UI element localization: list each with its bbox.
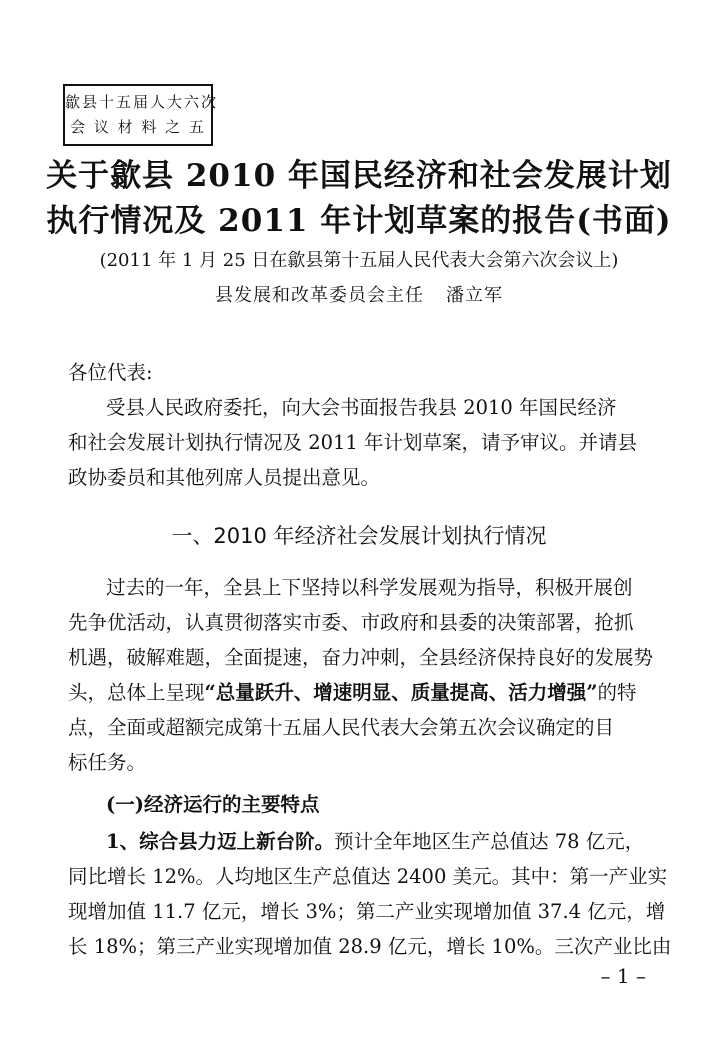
paragraph-text: 的特 bbox=[597, 681, 637, 704]
author-position: 县发展和改革委员会主任 bbox=[215, 285, 424, 306]
section-heading: 一、2010 年经济社会发展计划执行情况 bbox=[171, 524, 547, 548]
intro-line: 受县人民政府委托，向大会书面报告我县 2010 年国民经济 bbox=[106, 396, 617, 419]
paragraph-text: 头，总体上呈现 bbox=[68, 681, 205, 704]
subsection-heading bbox=[68, 787, 658, 822]
subsection-heading-text: (一)经济运行的主要特点 bbox=[106, 793, 320, 816]
author-line bbox=[0, 281, 718, 307]
paragraph-line: 机遇，破解难题，全面提速，奋力冲刺，全县经济保持良好的发展势 bbox=[68, 646, 654, 669]
paragraph-line: 先争优活动，认真贯彻落实市委、市政府和县委的决策部署，抢抓 bbox=[68, 611, 634, 634]
section1-paragraph bbox=[68, 570, 658, 780]
paragraph-line: 点，全面或超额完成第十五届人民代表大会第五次会议确定的目 bbox=[68, 716, 615, 739]
paragraph-line: 标任务。 bbox=[68, 751, 147, 774]
meeting-material-stamp bbox=[63, 84, 219, 146]
stamp-line-2: 会 议 材 料 之 五 bbox=[70, 118, 206, 136]
document-title-line-1: 关于歙县 2010 年国民经济和社会发展计划 bbox=[46, 158, 672, 194]
author-name: 潘立军 bbox=[446, 285, 503, 306]
document-title-line-2: 执行情况及 2011 年计划草案的报告(书面) bbox=[46, 203, 672, 239]
item-heading: 1、综合县力迈上新台阶。 bbox=[106, 830, 335, 853]
item-line bbox=[68, 824, 658, 859]
paragraph-line: 过去的一年，全县上下坚持以科学发展观为指导，积极开展创 bbox=[106, 576, 633, 599]
item1-block bbox=[68, 824, 672, 964]
salutation: 各位代表: bbox=[68, 361, 153, 384]
item-line: 现增加值 11.7 亿元，增长 3%；第二产业实现增加值 37.4 亿元，增 bbox=[68, 900, 666, 923]
intro-line: 和社会发展计划执行情况及 2011 年计划草案，请予审议。并请县 bbox=[68, 431, 638, 454]
stamp-line-1: 歙县十五届人大六次 bbox=[65, 93, 219, 111]
paragraph-line bbox=[68, 675, 658, 710]
intro-block bbox=[68, 355, 658, 495]
item-line: 长 18%；第三产业实现增加值 28.9 亿元，增长 10%。三次产业比由 bbox=[68, 935, 672, 958]
highlight-phrase: “总量跃升、增速明显、质量提高、活力增强” bbox=[204, 681, 598, 704]
subsection-block bbox=[68, 787, 658, 822]
document-subtitle: (2011 年 1 月 25 日在歙县第十五届人民代表大会第六次会议上) bbox=[99, 250, 619, 271]
item-text: 预计全年地区生产总值达 78 亿元， bbox=[334, 830, 645, 853]
page-number: – 1 – bbox=[600, 964, 646, 988]
item-line: 同比增长 12%。人均地区生产总值达 2400 美元。其中：第一产业实 bbox=[68, 865, 668, 888]
intro-line: 政协委员和其他列席人员提出意见。 bbox=[68, 466, 381, 489]
